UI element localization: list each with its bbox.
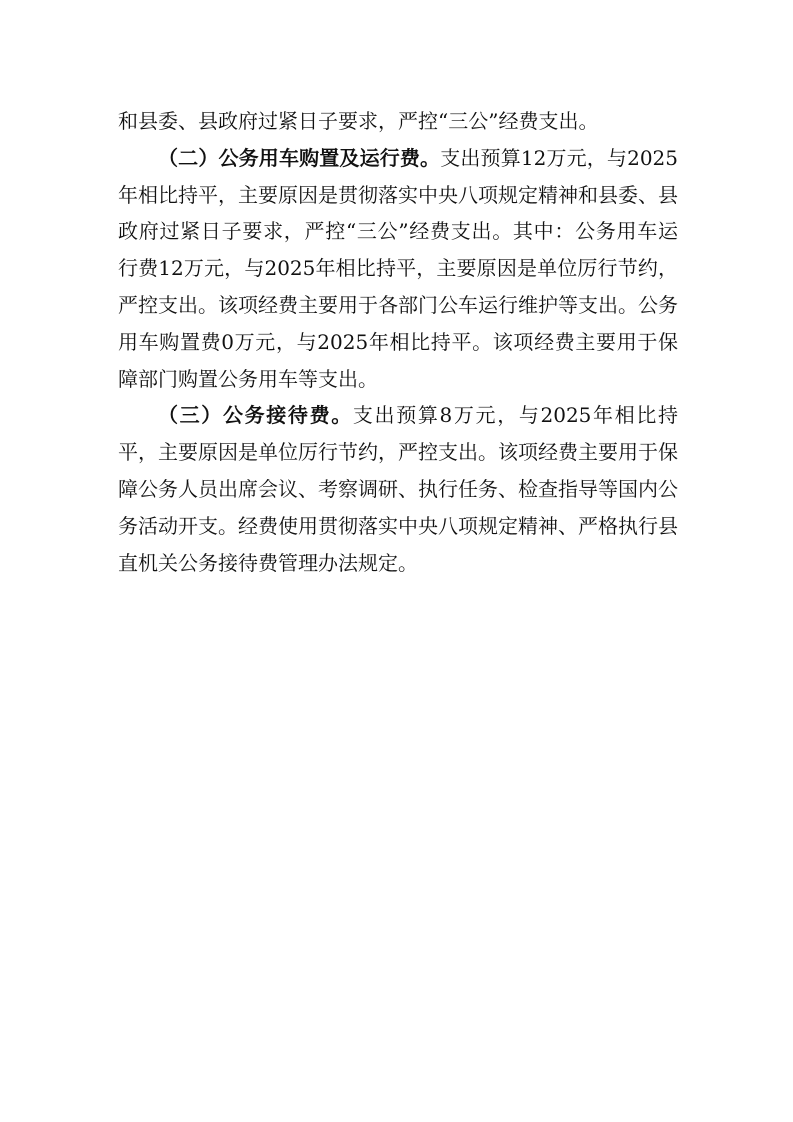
continuation-paragraph bbox=[118, 103, 678, 140]
section-reception-paragraph bbox=[118, 397, 678, 581]
document-body bbox=[118, 103, 678, 581]
section-vehicle-heading: （二）公务用车购置及运行费。 bbox=[158, 145, 441, 170]
section-reception-body: 支出预算8万元，与2025年相比持平，主要原因是单位厉行节约，严控支出。该项经费主要用于保障公务人员出席会议、考察调研、执行任务、检查指导等国内公务活动开支。经费使用贯彻落实中央八项规定精神、严格执行县直机关公务接待费管理办法规定。 bbox=[118, 403, 679, 575]
section-vehicle-paragraph bbox=[118, 140, 678, 398]
section-reception-heading: （三）公务接待费。 bbox=[158, 403, 353, 428]
continuation-text: 和县委、县政府过紧日子要求，严控“三公”经费支出。 bbox=[118, 109, 599, 133]
section-vehicle-body: 支出预算12万元，与2025年相比持平，主要原因是贯彻落实中央八项规定精神和县委、县政府过紧日子要求，严控“三公”经费支出。其中：公务用车运行费12万元，与2025年相比持平，主要原因是单位厉行节约，严控支出。该项经费主要用于各部门公车运行维护等支出。公务用车购置费0万元，与2025年相比持平。该项经费主要用于保障部门购置公务用车等支出。 bbox=[118, 145, 678, 391]
